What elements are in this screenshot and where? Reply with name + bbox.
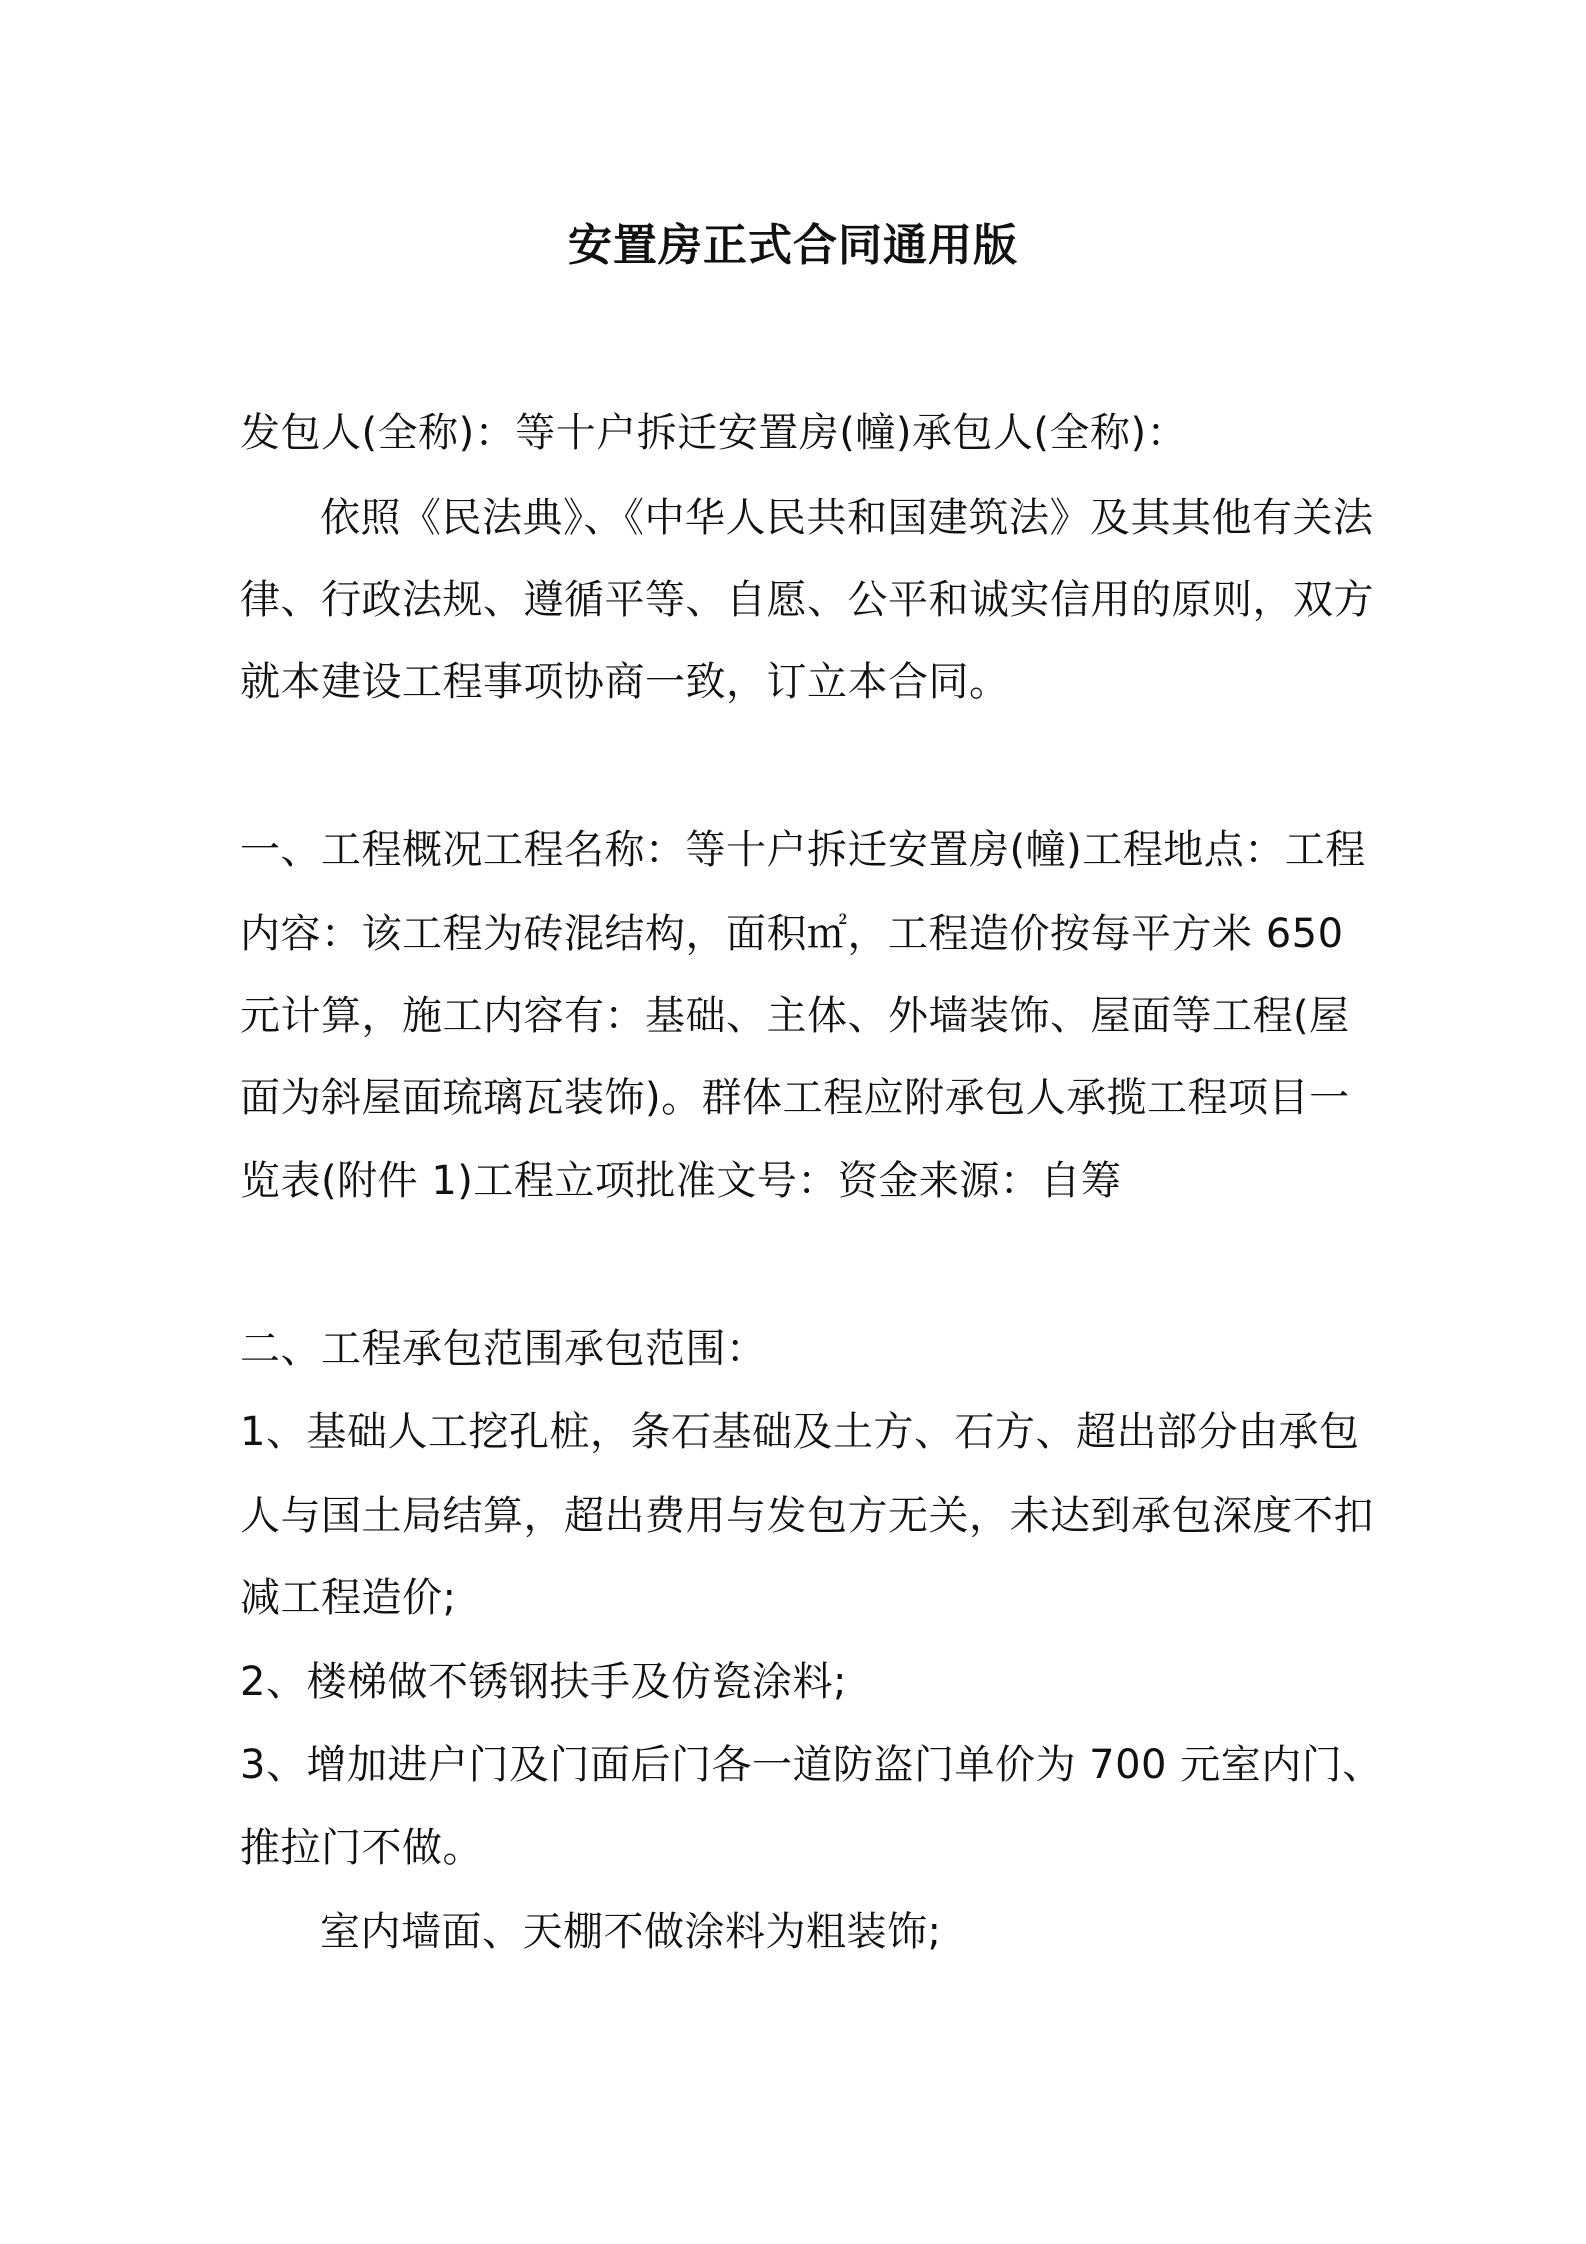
preamble-line-1: 依照《民法典》、《中华人民共和国建筑法》及其其他有关法 bbox=[320, 495, 1374, 541]
document-title: 安置房正式合同通用版 bbox=[568, 220, 1018, 271]
preamble-line-2: 律、行政法规、遵循平等、自愿、公平和诚实信用的原则，双方 bbox=[240, 577, 1374, 623]
preamble-line-3: 就本建设工程事项协商一致，订立本合同。 bbox=[240, 659, 1010, 705]
item1-line-1: 1、基础人工挖孔桩，条石基础及土方、石方、超出部分由承包 bbox=[240, 1409, 1360, 1455]
section1-line-5: 览表(附件 1)工程立项批准文号：资金来源：自筹 bbox=[240, 1158, 1122, 1204]
item3-line-2: 推拉门不做。 bbox=[240, 1825, 483, 1871]
parties-line: 发包人(全称)：等十户拆迁安置房(幢)承包人(全称)： bbox=[240, 410, 1188, 456]
section1-line-3: 元计算，施工内容有：基础、主体、外墙装饰、屋面等工程(屋 bbox=[240, 993, 1350, 1039]
item1-line-2: 人与国土局结算，超出费用与发包方无关，未达到承包深度不扣 bbox=[240, 1493, 1374, 1539]
section1-line-1: 一、工程概况工程名称：等十户拆迁安置房(幢)工程地点：工程 bbox=[240, 827, 1366, 873]
item2-line: 2、楼梯做不锈钢扶手及仿瓷涂料; bbox=[240, 1659, 847, 1705]
section2-heading: 二、工程承包范围承包范围： bbox=[240, 1326, 767, 1372]
item3-line-1: 3、增加进户门及门面后门各一道防盗门单价为 700 元室内门、 bbox=[240, 1742, 1383, 1788]
item4-line: 室内墙面、天棚不做涂料为粗装饰; bbox=[320, 1909, 942, 1955]
item1-line-3: 减工程造价; bbox=[240, 1575, 457, 1621]
section1-line-2: 内容：该工程为砖混结构，面积㎡，工程造价按每平方米 650 bbox=[240, 911, 1344, 957]
section1-line-4: 面为斜屋面琉璃瓦装饰)。群体工程应附承包人承揽工程项目一 bbox=[240, 1075, 1350, 1121]
